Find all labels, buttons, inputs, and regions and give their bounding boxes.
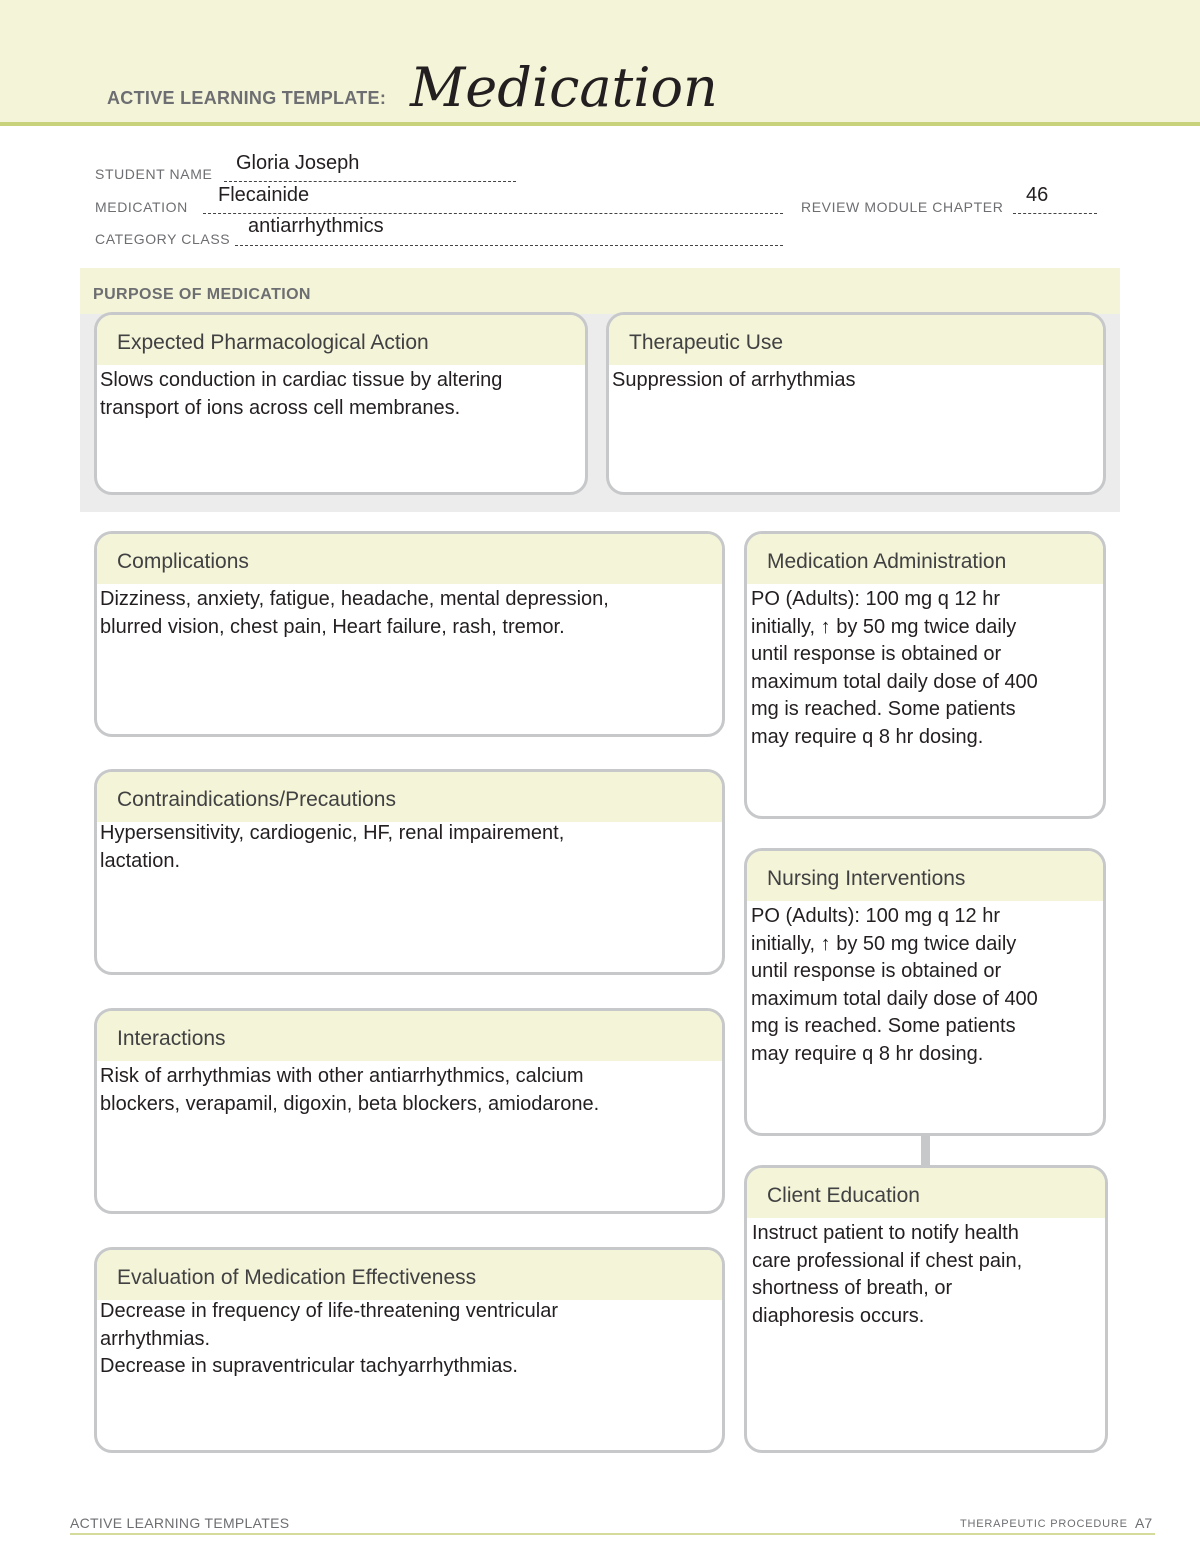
template-label: ACTIVE LEARNING TEMPLATE: — [107, 88, 387, 108]
nursing-card — [744, 848, 1106, 1136]
review-module-line — [1013, 212, 1097, 214]
complications-card — [94, 531, 725, 737]
complications-text[interactable]: Dizziness, anxiety, fatigue, headache, mental depression, blurred vision, chest pain, Heart failure, rash, tremor. — [100, 588, 609, 638]
client-education-title: Client Education — [747, 1168, 1105, 1218]
evaluation-text[interactable]: Decrease in frequency of life-threatening ventricular arrhythmias. Decrease in supraventricular tachyarrhythmias. — [100, 1300, 559, 1377]
medication-line — [203, 212, 783, 214]
medication-field[interactable]: Flecainide — [218, 184, 310, 206]
therapeutic-use-title: Therapeutic Use — [609, 315, 1103, 365]
interactions-card — [94, 1008, 725, 1214]
client-education-text[interactable]: Instruct patient to notify health care professional if chest pain, shortness of breath, or diaphoresis occurs. — [752, 1222, 1023, 1327]
therapeutic-use-card — [606, 312, 1106, 495]
purpose-label: PURPOSE OF MEDICATION — [93, 286, 311, 303]
administration-title: Medication Administration — [747, 534, 1103, 584]
nursing-title: Nursing Interventions — [747, 851, 1103, 901]
evaluation-card — [94, 1247, 725, 1453]
contraindications-card — [94, 769, 725, 975]
administration-text[interactable]: PO (Adults): 100 mg q 12 hr initially, ↑ by 50 mg twice daily until response is obtained or maximum total daily dose of 400 mg is reached. Some patients may require q 8 hr dosing. — [751, 588, 1038, 748]
student-name-label: STUDENT NAME — [95, 166, 213, 182]
page-title: Medication — [410, 56, 718, 119]
footer-right: THERAPEUTIC PROCEDURE — [960, 1518, 1128, 1530]
contraindications-text[interactable]: Hypersensitivity, cardiogenic, HF, renal impairement, lactation. — [100, 822, 565, 872]
category-class-label: CATEGORY CLASS — [95, 231, 231, 247]
category-class-field[interactable]: antiarrhythmics — [248, 215, 384, 237]
review-module-field[interactable]: 46 — [1026, 184, 1049, 206]
complications-title: Complications — [97, 534, 722, 584]
footer-divider — [70, 1533, 1155, 1535]
page-number: A7 — [1135, 1515, 1153, 1531]
therapeutic-use-text[interactable]: Suppression of arrhythmias — [612, 369, 856, 391]
client-education-card — [744, 1165, 1108, 1453]
review-module-label: REVIEW MODULE CHAPTER — [801, 199, 1004, 215]
expected-action-card — [94, 312, 588, 495]
category-class-line — [235, 244, 783, 246]
header-divider — [0, 122, 1200, 126]
medication-label: MEDICATION — [95, 199, 188, 215]
student-name-line — [224, 180, 516, 182]
expected-action-text[interactable]: Slows conduction in cardiac tissue by altering transport of ions across cell membranes. — [100, 369, 503, 419]
student-name-field[interactable]: Gloria Joseph — [236, 152, 360, 174]
evaluation-title: Evaluation of Medication Effectiveness — [97, 1250, 722, 1300]
interactions-title: Interactions — [97, 1011, 722, 1061]
card-connector — [921, 1134, 930, 1166]
contraindications-title: Contraindications/Precautions — [97, 772, 722, 822]
expected-action-title: Expected Pharmacological Action — [97, 315, 585, 365]
nursing-text[interactable]: PO (Adults): 100 mg q 12 hr initially, ↑ by 50 mg twice daily until response is obtained or maximum total daily dose of 400 mg is reached. Some patients may require q 8 hr dosing. — [751, 905, 1038, 1065]
interactions-text[interactable]: Risk of arrhythmias with other antiarrhythmics, calcium blockers, verapamil, digoxin, beta blockers, amiodarone. — [100, 1065, 600, 1115]
footer-left: ACTIVE LEARNING TEMPLATES — [70, 1515, 290, 1531]
administration-card — [744, 531, 1106, 819]
